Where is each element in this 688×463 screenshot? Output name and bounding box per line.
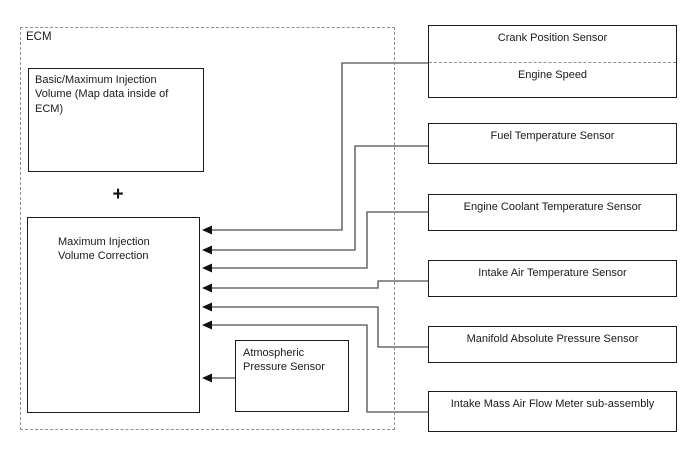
plus-operator: + [112, 184, 124, 205]
max-injection-correction-block [27, 217, 200, 413]
crank-position-sensor-label: Crank Position Sensor [497, 32, 608, 44]
atmospheric-pressure-sensor-block [235, 340, 349, 412]
ecm-label: ECM [26, 31, 52, 43]
engine-coolant-temperature-sensor-label: Engine Coolant Temperature Sensor [463, 201, 642, 213]
intake-mass-air-flow-meter-block [428, 391, 677, 432]
fuel-temperature-sensor-block [428, 123, 677, 164]
intake-air-temperature-sensor-label: Intake Air Temperature Sensor [478, 267, 627, 279]
engine-speed-label: Engine Speed [517, 69, 588, 81]
atmospheric-pressure-sensor-label: Atmospheric Pressure Sensor [243, 347, 325, 374]
crank-signal-divider [429, 62, 676, 63]
manifold-absolute-pressure-sensor-block [428, 326, 677, 363]
intake-air-temperature-sensor-block [428, 260, 677, 297]
fuel-temperature-sensor-label: Fuel Temperature Sensor [490, 130, 615, 142]
crank-position-sensor-block [428, 25, 677, 98]
intake-mass-air-flow-meter-label: Intake Mass Air Flow Meter sub-assembly [450, 398, 655, 410]
basic-injection-volume-label: Basic/Maximum Injection Volume (Map data inside of ECM) [35, 74, 169, 115]
manifold-absolute-pressure-sensor-label: Manifold Absolute Pressure Sensor [466, 333, 639, 345]
engine-coolant-temperature-sensor-block [428, 194, 677, 231]
basic-injection-volume-block [28, 68, 204, 172]
max-injection-correction-label: Maximum Injection Volume Correction [58, 236, 150, 263]
